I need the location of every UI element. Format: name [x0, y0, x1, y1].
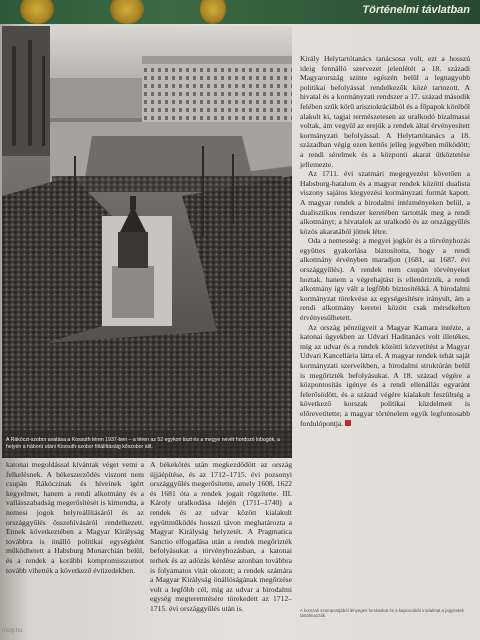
header-banner — [0, 0, 480, 24]
end-of-article-icon — [345, 420, 351, 426]
section-title: Történelmi távlatban — [362, 4, 470, 16]
photo-caption: A Rákóczi-szobor avatása a Kossuth téren 1937-ben – a téren az 52 egykori tiszt és a megye nevét hordozó lobogók, a helyén a háború utáni Kossuth-szobor fölállításáig kőszobor állt. — [6, 437, 280, 450]
paragraph: A békekötés után megkezdődött az ország újjáépítése, és az 1712–1715. évi pozsonyi országgyűlés megerősítette, amely 1608, 1622 és 1681 óta a rendek jogait rögzítette. III. Károly uralkodása idején (1711–1740) a rendek és az udvar között kialakult együttműködés hosszú távon meghatározta a Magyar Királyság helyzetét. A Pragmatica Sanctio elfogadása után a rendek megőrizték befolyásukat a törvényhozásban, a katonai terhek és az adózás kérdése azonban továbbra is folyamatos vitát okozott; a rendek számára a Magyar Királyság önállóságának megőrzése volt a legfőbb cél, míg az udvar a birodalmi egység megteremtésére törekedett az 1712–1715. évi országgyűlés után is. — [150, 460, 292, 613]
article-column-bottom-middle — [150, 460, 292, 636]
paragraph — [300, 323, 470, 429]
paragraph: Oda a nemesség: a megyei jogkör és a törvényhozás együttes gyakorlása biztosította, hogy a rendi alkotmány érvényben maradjon (1681, az 1687. évi országgyűlés). A rendek nem csupán törvényeket hoztak, hanem a végrehajtást is ellenőrizték, a rendi alkotmány így vált a legfőbb biztosítékká. A birodalmi kormányzat törekvése az egységesítésre irányult, ám a rendi alkotmány keretei között csak mérsékelten érvényesülhetett. — [300, 236, 470, 323]
crest-ornament-icon — [200, 0, 226, 24]
crest-ornament-icon — [20, 0, 54, 24]
crest-ornament-icon — [110, 0, 144, 24]
article-column-right — [300, 54, 470, 606]
paragraph-text: Az ország pénzügyeit a Magyar Kamara intézte, a katonai ügyekben az Udvari Haditanács volt illetékes, míg az udvar és a rendek közötti közvetítést a Magyar Udvari Kancellária látta el. A magyar rendek tehát saját kormányzati szerveikben, a birodalmi struktúrán belül is megőrizték befolyásukat. A 18. század végére a központosítás igénye és a rendi ellenállás egyaránt felerősödött, és a század végére kialakult feszültség a következő korszak politikai küzdelmeit is előrevetítette; a magyar történelem egyik legfontosabb fordulópontja. — [300, 322, 470, 428]
paragraph: katonai megoldással kívántak véget vetni a felkelésnek. A békeszerződés viszont nem csupán Rákóczinak és híveinek igért kegyelmet, hanem a rendi alkotmány és a vallásszabadság megerősítését is kimondta, a nemesi jogok helyreállításáról és az országgyűlés összehívásáról rendelkezett. Ennek következtében a Magyar Királyság továbbra is önálló politikai egységként működhetett a Habsburg Monarchián belül, és a rendek a korábbi kompromisszumot tovább vihették a következő évtizedekben. — [6, 460, 144, 575]
footnote: A korszak szempontjából lényeges forrásokat és a kapcsolódó irodalmat a jegyzetek tartalmazzák. — [300, 608, 464, 619]
watermark-text: moly.hu — [2, 628, 23, 634]
paragraph: Az 1711. évi szatmári megegyezést követően a Habsburg-hatalom és a magyar rendek közötti dualista viszony sajátos kiegyezési kormányzati formát kapott. A magyar rendek a birodalmi intézményeken belül, a dualisztikus rendszer keretében tartották meg a rendi alkotmányt; a hivatalok az uralkodó és az országgyűlés közös akaratából jöttek létre. — [300, 169, 470, 236]
square-crowd-photo — [2, 26, 292, 458]
paragraph: Király Helytartótanács tanácsosa volt, ezt a hosszú ideig fennálló szervezet jelenlétét a 18. századi Magyarország szinte egészén belül a legnagyobb politikai befolyással rendelkezők közé tartozott. A hivatal és a kormányzati rendszer a 17. század második felében szűk körű arisztokráciából és a főpapok köréből alakult ki, tagjai természetesen az uralkodó bizalmasai voltak, ám vegyül az erejük a rendek által érvényesített kormányzati befolyással. A Helytartótanács a 18. században végig ezen kettős jelleg jegyében működött; a rendi sérelmek és a központi akarat ütköztetése jellemezte. — [300, 54, 470, 169]
article-column-bottom-left — [6, 460, 144, 636]
historical-photo — [2, 26, 292, 458]
